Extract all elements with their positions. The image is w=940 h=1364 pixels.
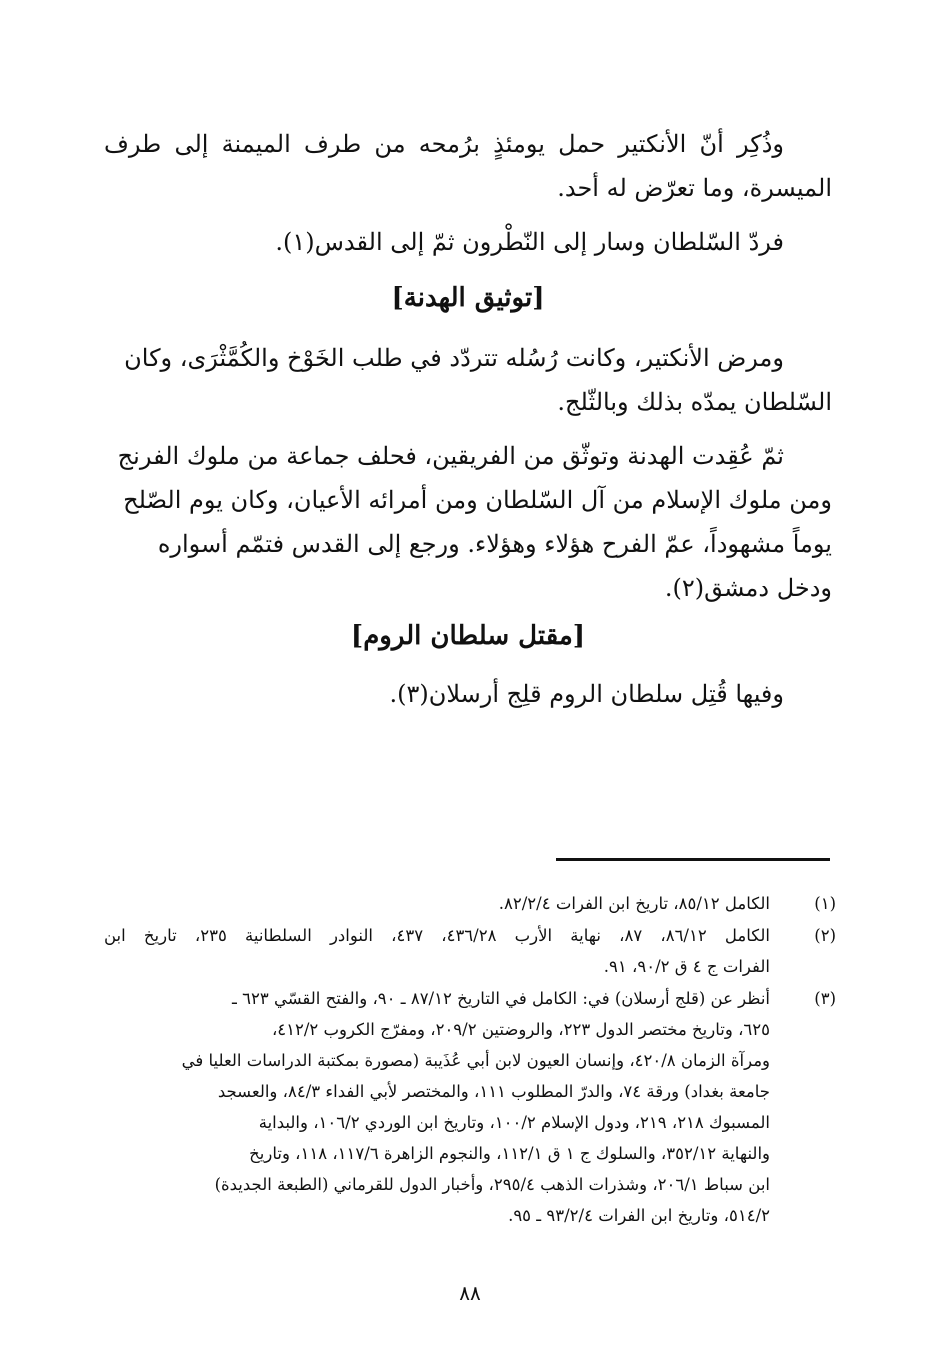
paragraph-3-line-2: السّلطان يمدّه بذلك وبالثّلج. [557,388,832,416]
paragraph-1-line-2: الميسرة، وما تعرّض له أحد. [557,174,832,202]
footnote-1-line: الكامل ٨٥/١٢، تاريخ ابن الفرات ٨٢/٢/٤. [498,894,770,913]
section-heading-sultan-death: [مقتل سلطان الروم] [350,621,586,651]
footnote-2 [104,920,836,982]
footnote-separator [556,858,830,861]
paragraph-4 [104,434,832,610]
footnote-3-line: جامعة بغداد) ورقة ٧٤، والدرّ المطلوب ١١١، والمختصر لأبي الفداء ٨٤/٣، والعسجد [217,1082,770,1101]
footnote-3-line: ٦٢٥، وتاريخ مختصر الدول ٢٢٣، والروضتين ٢٠٩/٢، ومفرّج الكروب ٤١٢/٢، [271,1020,770,1039]
paragraph-4-line-2: ومن ملوك الإسلام من آل السّلطان ومن أمرائه الأعيان، وكان يوم الصّلح [123,486,832,514]
footnote-3-line: أنظر عن (قلج أرسلان) في: الكامل في التاريخ ٨٧/١٢ ـ ٩٠، والفتح القسّي ٦٢٣ ـ [232,989,770,1008]
footnote-2-line: الكامل ٨٦/١٢، ٨٧، نهاية الأرب ٤٣٦/٢٨، ٤٣٧، النوادر السلطانية ٢٣٥، تاريخ ابن [104,926,770,945]
paragraph-5-line-1: وفيها قُتِل سلطان الروم قلِج أرسلان(٣). [389,680,784,708]
paragraph-4-line-3: يوماً مشهوداً، عمّ الفرح هؤلاء وهؤلاء. ورجع إلى القدس فتمّم أسواره [157,530,832,558]
footnote-3-line: ٥١٤/٢، وتاريخ ابن الفرات ٩٣/٢/٤ ـ ٩٥. [508,1206,770,1225]
paragraph-3 [104,336,832,424]
footnote-3 [104,983,836,1231]
footnote-3-line: ابن سباط ٢٠٦/١، وشذرات الذهب ٢٩٥/٤، وأخبار الدول للقرماني (الطبعة الجديدة) [214,1175,770,1194]
footnote-1 [104,888,836,919]
footnote-1-text [104,888,770,919]
footnote-1-number: (١) [814,894,836,913]
footnote-3-line: المسبوك ٢١٨، ٢١٩، ودول الإسلام ١٠٠/٢، وتاريخ ابن الوردي ١٠٦/٢، والبداية [258,1113,770,1132]
footnote-2-number: (٢) [814,926,836,945]
paragraph-2-line-1: فردّ السّلطان وسار إلى النّطْرون ثمّ إلى القدس(١). [275,228,784,256]
footnote-3-text [104,983,770,1231]
paragraph-3-line-1: ومرض الأنكتير، وكانت رُسُله تتردّد في طلب الخَوْخ والكُمَّثْرَى، وكان [124,344,784,372]
footnote-3-number: (٣) [814,989,836,1008]
section-heading-truce: [توثيق الهدنة] [391,283,545,313]
paragraph-1 [104,122,832,210]
paragraph-5 [104,672,832,716]
paragraph-4-line-4: ودخل دمشق(٢). [664,574,832,602]
paragraph-2 [104,220,832,264]
paragraph-4-line-1: ثمّ عُقِدت الهدنة وتوثّق من الفريقين، فحلف جماعة من ملوك الفرنج [117,442,784,470]
footnote-2-text [104,920,770,982]
page-number: ٨٨ [459,1281,481,1305]
footnote-2-line: الفرات ج ٤ ق ٩٠/٢، ٩١. [603,957,770,976]
footnote-3-line: والنهاية ٣٥٢/١٢، والسلوك ج ١ ق ١١٢/١، والنجوم الزاهرة ١١٧/٦، ١١٨، وتاريخ [249,1144,770,1163]
paragraph-1-line-1: وذُكِر أنّ الأنكتير حمل يومئذٍ برُمحه من طرف الميمنة إلى طرف [104,130,784,158]
footnote-3-line: ومرآة الزمان ٤٢٠/٨، وإنسان العيون لابن أبي عُذَيبة (مصورة بمكتبة الدراسات العليا في [181,1051,770,1070]
